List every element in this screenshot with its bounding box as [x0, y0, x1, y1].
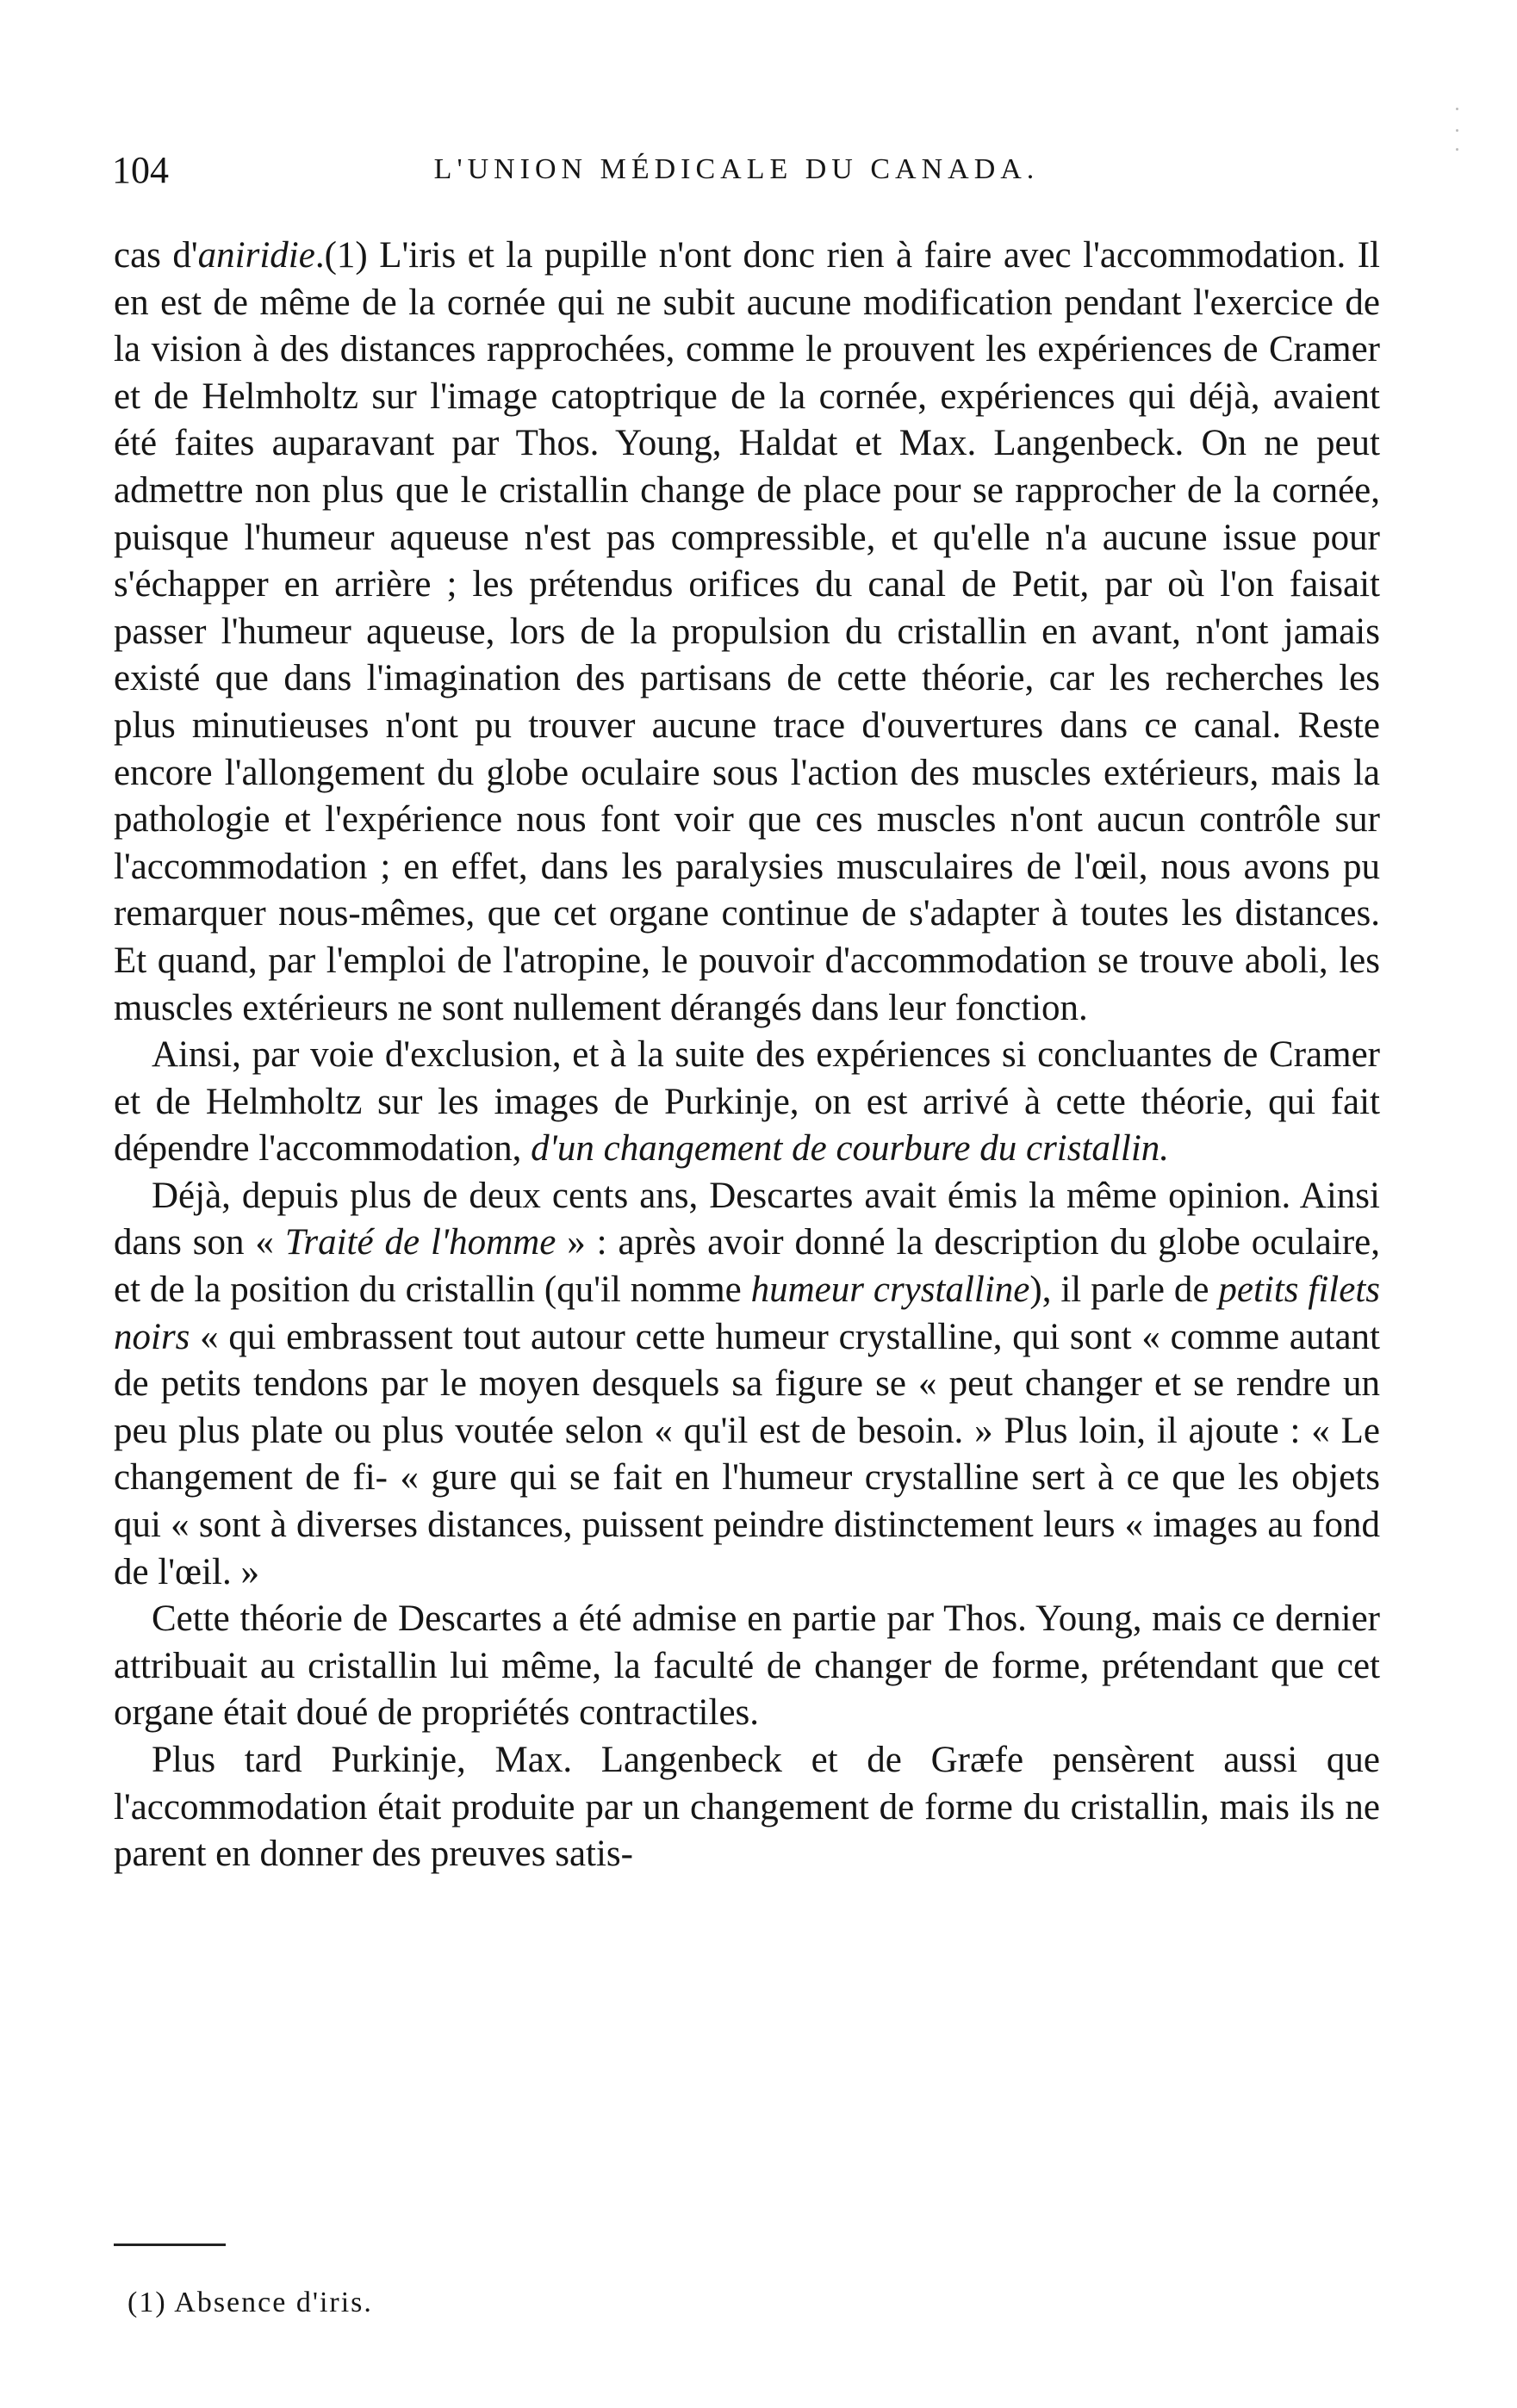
- text-run: Plus tard Purkinje, Max. Langenbeck et de Græfe pensèrent aussi que l'accommodation était produite par un changement de forme du cristallin, mais ils ne parent en donner des preuves satis-: [114, 1740, 1380, 1875]
- text-run: Ainsi, par voie d'exclusion, et à la suite des expériences si concluantes de Cramer et de Helmholtz sur les images de Purkinje, on est arrivé à cette théorie, qui fait dépendre l'accommodation,: [114, 1034, 1380, 1170]
- text-run: ), il parle de: [1029, 1269, 1219, 1311]
- text-run: cas d': [114, 235, 198, 276]
- body-text: [114, 233, 1380, 1878]
- text-run: Cette théorie de Descartes a été admise en partie par Thos. Young, mais ce dernier attribuait au cristallin lui même, la faculté de changer de forme, prétendant que cet organe était doué de propriétés contractiles.: [114, 1598, 1380, 1734]
- page-number: 104: [112, 149, 169, 191]
- italic-text-run: d'un changement de courbure du cristallin.: [531, 1128, 1170, 1170]
- margin-speck: [1456, 108, 1458, 110]
- italic-text-run: aniridie: [197, 235, 315, 276]
- footnote-rule: [114, 2244, 226, 2246]
- text-run: .(1) L'iris et la pupille n'ont donc rien à faire avec l'accommodation. Il en est de même de la cornée qui ne subit aucune modification pendant l'exercice de la vision à des distances rapprochées, comme le prouvent les expériences de Cramer et de Helmholtz sur l'image catoptrique de la cornée, expériences qui déjà, avaient été faites auparavant par Thos. Young, Haldat et Max. Langenbeck. On ne peut admettre non plus que le cristallin change de place pour se rapprocher de la cornée, puisque l'humeur aqueuse n'est pas compressible, et qu'elle n'a aucune issue pour s'échapper en arrière ; les prétendus orifices du canal de Petit, par où l'on faisait passer l'humeur aqueuse, lors de la propulsion du cristallin en avant, n'ont jamais existé que dans l'imagination des partisans de cette théorie, car les recherches les plus minutieuses n'ont pu trouver aucune trace d'ouvertures dans ce canal. Reste encore l'allongement du globe oculaire sous l'action des muscles extérieurs, mais la pathologie et l'expérience nous font voir que ces muscles n'ont aucun contrôle sur l'accommodation ; en effet, dans les paralysies musculaires de l'œil, nous avons pu remarquer nous-mêmes, que cet organe continue de s'adapter à toutes les distances. Et quand, par l'emploi de l'atropine, le pouvoir d'accommodation se trouve aboli, les muscles extérieurs ne sont nullement dérangés dans leur fonction.: [114, 235, 1380, 1028]
- running-title: L'UNION MÉDICALE DU CANADA.: [433, 153, 1040, 185]
- margin-speck: [1456, 148, 1458, 151]
- paragraph-1: [114, 233, 1380, 1032]
- paragraph-4: [114, 1596, 1380, 1737]
- margin-speck: [1456, 129, 1458, 132]
- text-run: « qui embrassent tout autour cette humeur crystalline, qui sont « comme autant de petits tendons par le moyen desquels sa figure se « peut changer et se rendre un peu plus plate ou plus voutée selon « qu'il est de besoin. » Plus loin, il ajoute : « Le changement de fi- « gure qui se fait en l'humeur crystalline sert à ce que les objets qui « sont à diverses distances, puissent peindre distinctement leurs « images au fond de l'œil. »: [114, 1316, 1380, 1592]
- paragraph-5: [114, 1737, 1380, 1878]
- italic-text-run: Traité de l'homme: [284, 1222, 556, 1263]
- page-header: [112, 146, 1361, 198]
- italic-text-run: petits filets noirs: [114, 1269, 1380, 1357]
- footnote: (1) Absence d'iris.: [127, 2287, 373, 2318]
- paragraph-2: [114, 1032, 1380, 1173]
- text-run: » : après avoir donné la description du globe oculaire, et de la position du cristallin (qu'il nomme: [114, 1222, 1380, 1311]
- paragraph-3: [114, 1173, 1380, 1596]
- text-run: Déjà, depuis plus de deux cents ans, Descartes avait émis la même opinion. Ainsi dans son «: [114, 1175, 1380, 1263]
- italic-text-run: humeur crystalline: [750, 1269, 1030, 1311]
